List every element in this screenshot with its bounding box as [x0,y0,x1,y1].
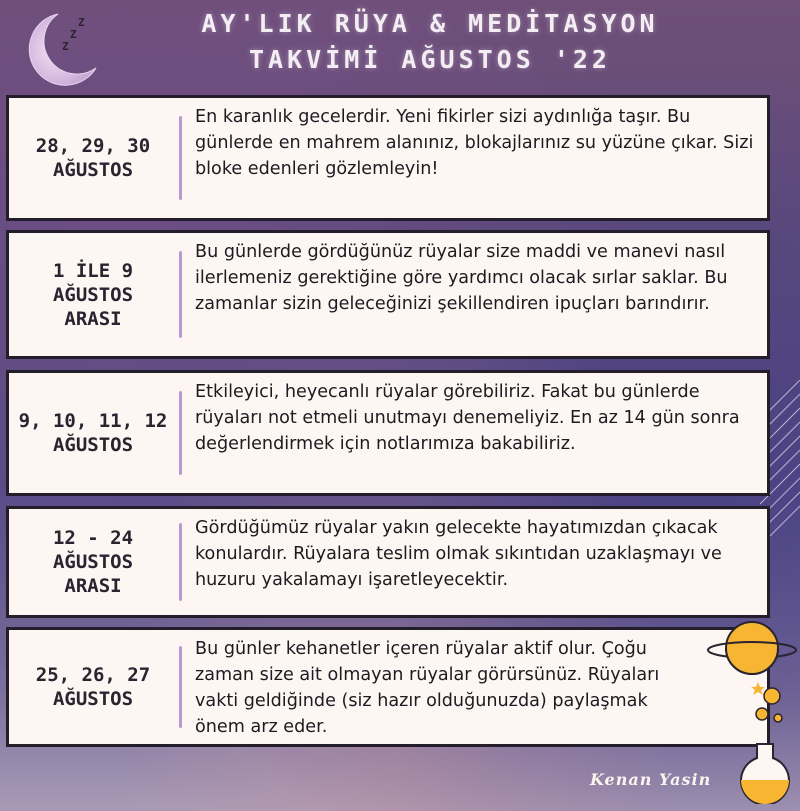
calendar-entry [6,506,770,618]
planet-icon [700,614,800,734]
calendar-entry [6,95,770,221]
entry-text: Bu günler kehanetler içeren rüyalar aktif olur. Çoğu zaman size ait olmayan rüyalar görürsünüz. Rüyaları vakti geldiğinde (siz hazır olduğunuzda) paylaşmak önem arz eder. [195,639,660,737]
title-line-2: TAKVİMİ AĞUSTOS '22 [249,45,611,74]
entry-date: 28, 29, 30 AĞUSTOS [35,135,151,181]
svg-text:Z: Z [70,28,77,41]
entry-separator [179,523,182,601]
svg-text:Z: Z [78,16,85,29]
calendar-entry [6,230,770,359]
entry-text: Etkileyici, heyecanlı rüyalar görebiliriz. Fakat bu günlerde rüyaları not etmeli unutmayı denemeliyiz. En az 14 gün sonra değerlendirmek için notlarımıza bakabiliriz. [195,382,740,454]
entry-date: 1 İLE 9 AĞUSTOS ARASI [52,259,134,330]
calendar-entry [6,627,770,747]
entry-date: 25, 26, 27 AĞUSTOS [35,664,151,710]
entry-separator [179,251,182,338]
crescent-moon-sleep-icon [18,8,108,90]
signature: Kenan Yasin [590,770,712,789]
potion-flask-icon [735,742,795,804]
entry-text: En karanlık gecelerdir. Yeni fikirler sizi aydınlığa taşır. Bu günlerde en mahrem alanınız, blokajlarınız su yüzüne çıkar. Sizi bloke edenleri gözlemleyin! [195,107,754,179]
entry-text: Gördüğümüz rüyalar yakın gelecekte hayatımızdan çıkacak konulardır. Rüyalara teslim olmak sıkıntıdan uzaklaşmayı ve huzuru yakalamayı işaretleyecektir. [195,518,722,590]
entry-separator [179,391,182,475]
entry-date: 12 - 24 AĞUSTOS ARASI [52,527,134,597]
entry-separator [179,646,182,728]
entry-text: Bu günlerde gördüğünüz rüyalar size maddi ve manevi nasıl ilerlemeniz gerektiğine göre yardımcı olacak sırlar saklar. Bu zamanlar sizin geleceğinizi şekillendiren ipuçları barındırır. [195,242,728,314]
calendar-entry [6,370,770,496]
entry-separator [179,116,182,200]
svg-text:Z: Z [62,40,69,53]
page-title [120,6,740,78]
title-line-1: AY'LIK RÜYA & MEDİTASYON [201,9,659,38]
entry-date: 9, 10, 11, 12 AĞUSTOS [18,410,168,456]
